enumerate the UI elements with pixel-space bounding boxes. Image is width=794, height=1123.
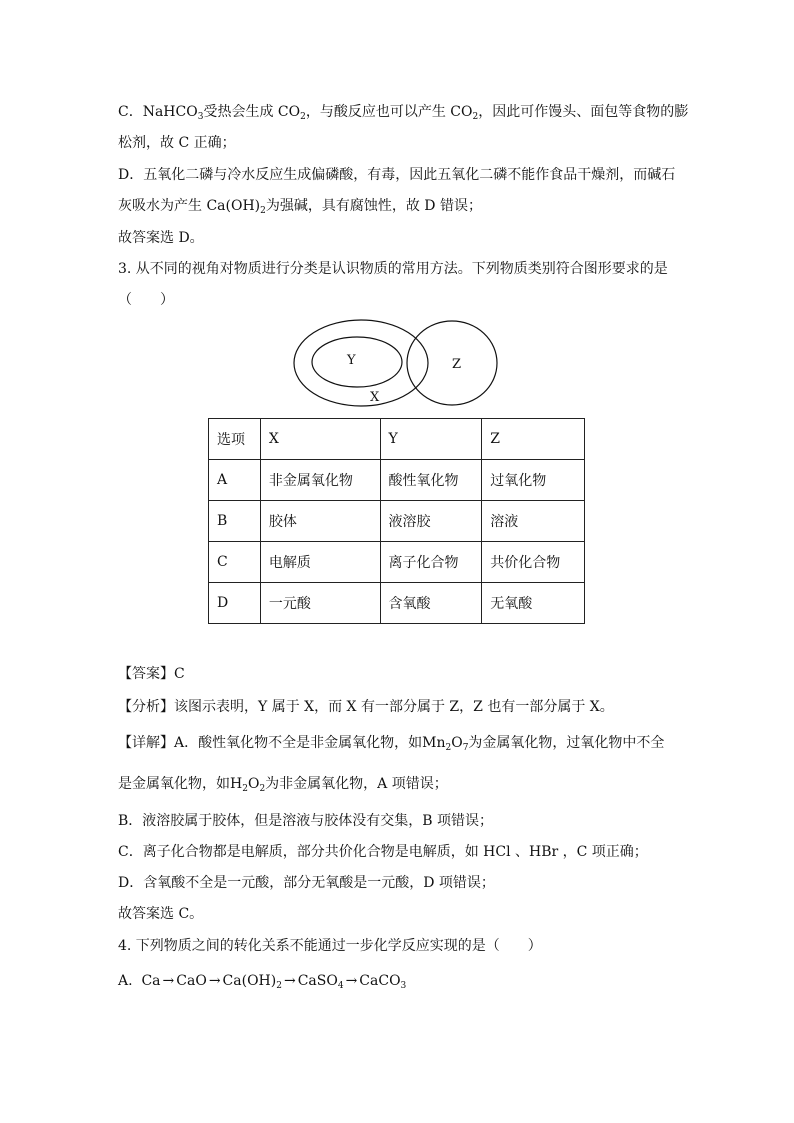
option-label: A.: [118, 973, 133, 989]
table-row: [209, 460, 585, 501]
table-cell: 非金属氧化物: [260, 460, 380, 501]
table-cell: 无氧酸: [482, 583, 585, 624]
table-cell: 离子化合物: [380, 542, 482, 583]
venn-label-z: Z: [452, 357, 462, 372]
table-row: [209, 583, 585, 624]
header-cell-x: X: [260, 419, 380, 460]
header-cell-y: Y: [380, 419, 482, 460]
q3-conclusion: 故答案选 C。: [118, 906, 204, 922]
arrow-icon: →: [162, 973, 175, 989]
q4-option-a: A. Ca → CaO → $Ca(OH)_2$ → CaSO$_4$ → CaCO$_3$: [118, 973, 407, 991]
q3-detail-a-line1: 【详解】A．酸性氧化物不全是非金属氧化物，如$Mn_2O_7$为金属氧化物，过氧化物中不全: [118, 735, 665, 753]
prev-analysis-conclusion: 故答案选 D。: [118, 230, 204, 246]
arrow-icon: →: [345, 973, 358, 989]
table-cell: A: [209, 460, 261, 501]
venn-label-y: Y: [347, 353, 356, 368]
prev-analysis-d-line1: D．五氧化二磷与冷水反应生成偏磷酸，有毒，因此五氧化二磷不能作食品干燥剂，而碱石: [118, 167, 676, 183]
analysis-tag: 【分析】: [118, 699, 174, 715]
q3-detail-a-line2: 是金属氧化物，如$H_2O_2$为非金属氧化物，A 项错误；: [118, 776, 448, 794]
options-table: [208, 418, 585, 624]
table-cell: B: [209, 501, 261, 542]
table-row: [209, 501, 585, 542]
venn-diagram: [290, 318, 502, 410]
arrow-icon: →: [208, 973, 221, 989]
table-cell: 电解质: [260, 542, 380, 583]
detail-tag: 【详解】: [118, 735, 174, 751]
q3-detail-d: D．含氧酸不全是一元酸，部分无氧酸是一元酸，D 项错误；: [118, 875, 495, 891]
header-cell-z: Z: [482, 419, 585, 460]
venn-set-y: [312, 337, 402, 387]
prev-analysis-c-line1: C．NaHCO$_3$受热会生成 $CO_2$，与酸反应也可以产生 $CO_2$，因此可作馒头、面包等食物的膨: [118, 104, 689, 122]
q3-stem-line2: （ ）: [118, 292, 174, 308]
q3-detail-b: B．液溶胶属于胶体，但是溶液与胶体没有交集，B 项错误；: [118, 813, 494, 829]
q3-stem-line1: 3. 从不同的视角对物质进行分类是认识物质的常用方法。下列物质类别符合图形要求的是: [118, 261, 668, 277]
q3-analysis: 【分析】该图示表明，Y 属于 X，而 X 有一部分属于 Z，Z 也有一部分属于 X。: [118, 699, 614, 715]
table-cell: 胶体: [260, 501, 380, 542]
table-cell: 一元酸: [260, 583, 380, 624]
options-table-header: [209, 419, 585, 460]
arrow-icon: →: [283, 973, 296, 989]
table-cell: 酸性氧化物: [380, 460, 482, 501]
table-cell: D: [209, 583, 261, 624]
header-cell-option: 选项: [209, 419, 261, 460]
answer-value: C: [174, 666, 185, 682]
table-row: [209, 542, 585, 583]
table-cell: 溶液: [482, 501, 585, 542]
venn-label-x: X: [370, 390, 380, 405]
q3-detail-c: C．离子化合物都是电解质，部分共价化合物是电解质，如 HCl 、HBr ，C 项正确；: [118, 844, 648, 860]
table-cell: 含氧酸: [380, 583, 482, 624]
q4-stem: 4. 下列物质之间的转化关系不能通过一步化学反应实现的是（ ）: [118, 938, 542, 954]
prev-analysis-c-line2: 松剂，故 C 正确；: [118, 135, 236, 151]
q3-answer: [118, 665, 688, 683]
table-cell: C: [209, 542, 261, 583]
venn-set-x: [294, 320, 428, 406]
table-cell: 液溶胶: [380, 501, 482, 542]
answer-tag: 【答案】: [118, 666, 174, 682]
table-cell: 共价化合物: [482, 542, 585, 583]
prev-analysis-d-line2: 灰吸水为产生 $Ca(OH)_2$为强碱，具有腐蚀性，故 D 错误；: [118, 198, 482, 216]
table-cell: 过氧化物: [482, 460, 585, 501]
